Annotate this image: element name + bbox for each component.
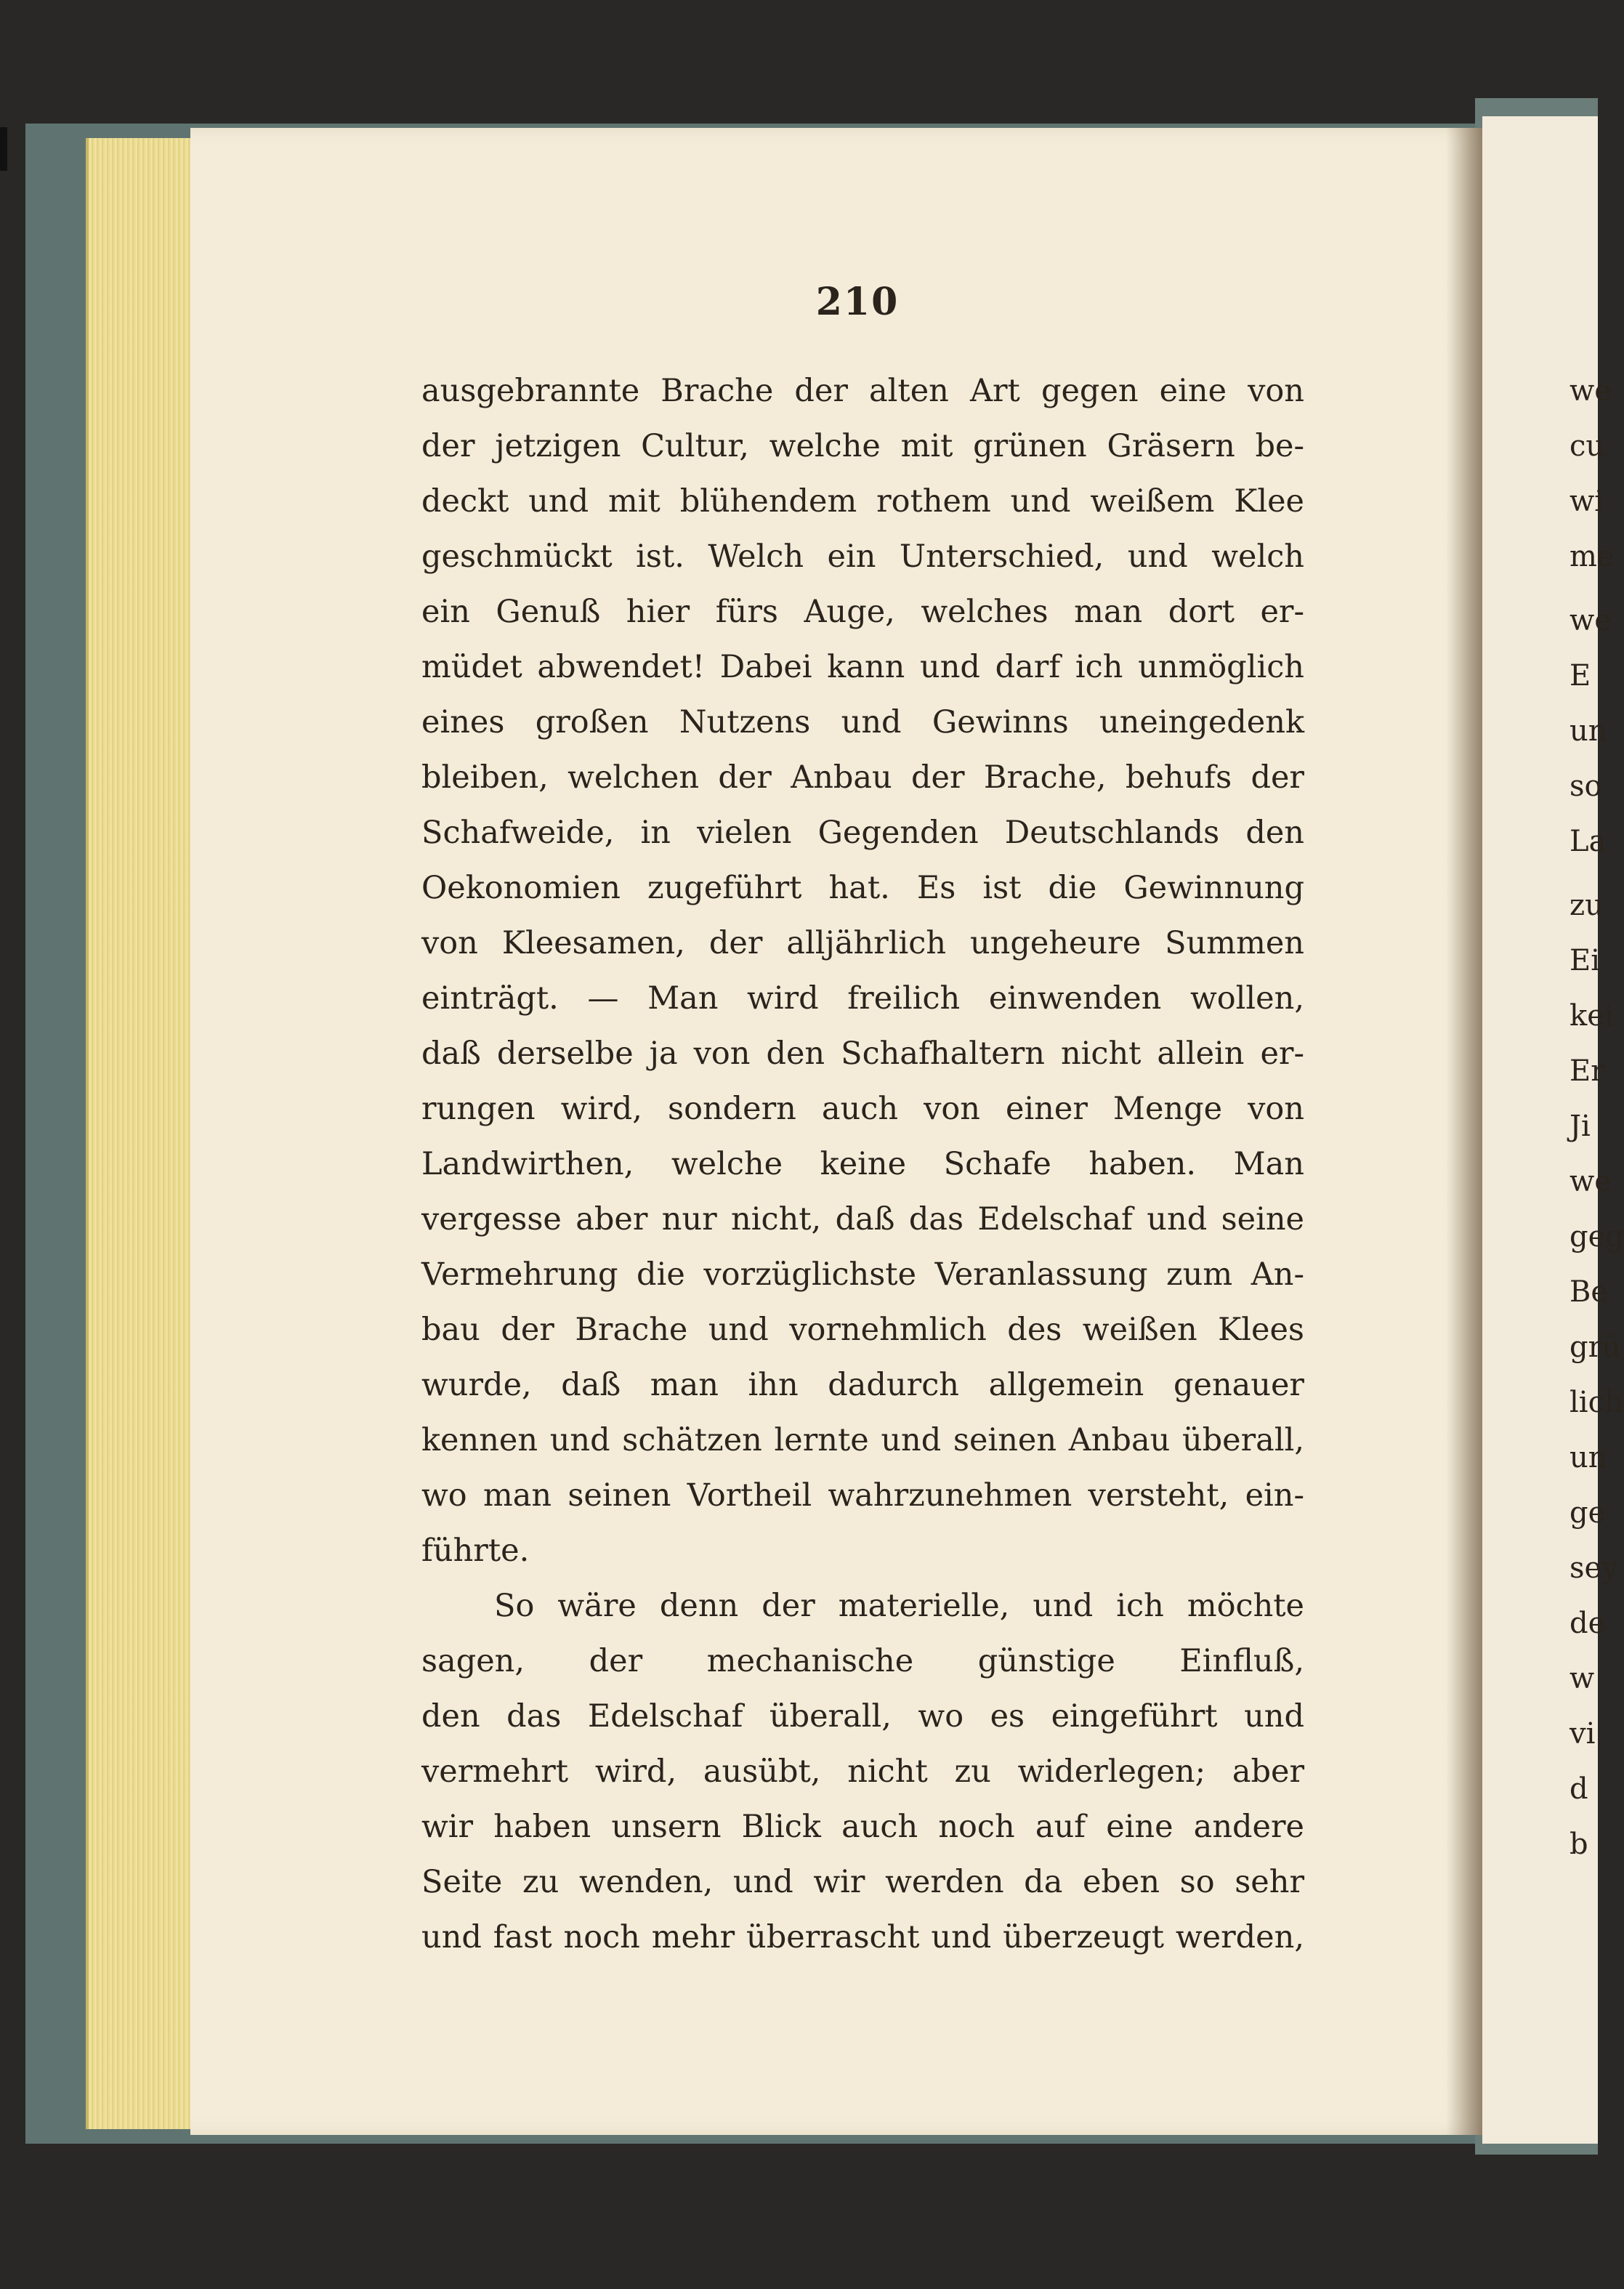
text-line: müdet abwendet! Dabei kann und darf ich unmöglich [421, 649, 1304, 685]
text-line: rungen wird, sondern auch von einer Menge von [421, 1091, 1304, 1127]
text-line: und fast noch mehr überrascht und überzeugt werden, [421, 1919, 1304, 1955]
text-line: Vermehrung die vorzüglichste Veranlassung zum An- [421, 1256, 1304, 1293]
facing-fragment: grü [1570, 1331, 1621, 1364]
text-line: führte. [421, 1533, 530, 1569]
text-line: wir haben unsern Blick auch noch auf eine andere [421, 1809, 1304, 1845]
facing-fragment: La [1570, 825, 1607, 858]
facing-fragment: cu [1570, 429, 1605, 463]
facing-fragment: Ji [1570, 1110, 1591, 1143]
text-line: vergesse aber nur nicht, daß das Edelschaf und seine [421, 1201, 1304, 1238]
facing-fragment: lich [1570, 1386, 1623, 1419]
facing-fragment: we [1570, 604, 1612, 637]
facing-fragment: vi [1570, 1717, 1596, 1751]
text-line: vermehrt wird, ausübt, nicht zu widerlegen; aber [421, 1753, 1304, 1790]
text-line: sagen, der mechanische günstige Einfluß, [421, 1643, 1304, 1679]
facing-fragment: so [1570, 770, 1602, 803]
body-text [421, 363, 1304, 1965]
facing-fragment: kei [1570, 999, 1614, 1033]
text-line: Landwirthen, welche keine Schafe haben. Man [421, 1146, 1304, 1182]
facing-fragment: b [1570, 1828, 1588, 1861]
facing-fragment: un [1570, 714, 1607, 748]
text-line: den das Edelschaf überall, wo es eingeführt und [421, 1698, 1304, 1735]
facing-page-text [1570, 363, 1624, 1872]
facing-fragment: Er [1570, 1054, 1605, 1088]
text-line: Seite zu wenden, und wir werden da eben so sehr [421, 1864, 1304, 1900]
text-line: bleiben, welchen der Anbau der Brache, behufs der [421, 759, 1304, 796]
page-edges [86, 138, 198, 2129]
text-line: Schafweide, in vielen Gegenden Deutschlands den [421, 815, 1304, 851]
facing-fragment: w [1570, 1662, 1595, 1695]
facing-fragment: geg [1570, 1220, 1624, 1254]
text-line: der jetzigen Cultur, welche mit grünen Gräsern be- [421, 428, 1304, 464]
text-line: Oekonomien zugeführt hat. Es ist die Gewinnung [421, 870, 1304, 906]
text-line: ausgebrannte Brache der alten Art gegen eine von [421, 373, 1304, 409]
text-line: wo man seinen Vortheil wahrzunehmen versteht, ein- [421, 1477, 1304, 1514]
text-line: deckt und mit blühendem rothem und weißem Klee [421, 483, 1304, 520]
text-line: bau der Brache und vornehmlich des weißen Klees [421, 1312, 1304, 1348]
facing-fragment: we [1570, 374, 1612, 408]
text-line: kennen und schätzen lernte und seinen Anbau überall, [421, 1422, 1304, 1458]
facing-fragment: we [1570, 1165, 1612, 1198]
page-number: 210 [815, 280, 900, 324]
text-line: eines großen Nutzens und Gewinns uneingedenk [421, 704, 1304, 740]
facing-fragment: wi [1570, 485, 1604, 518]
facing-fragment: zu [1570, 889, 1604, 922]
facing-fragment: E [1570, 659, 1591, 693]
facing-fragment: me [1570, 540, 1615, 573]
text-line: So wäre denn der materielle, und ich möchte [494, 1588, 1304, 1624]
facing-fragment: ge [1570, 1496, 1606, 1530]
facing-fragment: sey [1570, 1551, 1618, 1585]
scan-edge-mark [0, 127, 7, 171]
facing-fragment: Be [1570, 1275, 1609, 1309]
text-line: daß derselbe ja von den Schafhaltern nicht allein er- [421, 1036, 1304, 1072]
facing-fragment: d [1570, 1772, 1588, 1806]
text-line: ein Genuß hier fürs Auge, welches man dort er- [421, 594, 1304, 630]
text-line: geschmückt ist. Welch ein Unterschied, und welch [421, 538, 1304, 575]
facing-fragment: un [1570, 1441, 1607, 1474]
facing-fragment: Ei [1570, 944, 1600, 977]
facing-fragment: de [1570, 1607, 1606, 1640]
text-line: von Kleesamen, der alljährlich ungeheure Summen [421, 925, 1304, 961]
text-line: einträgt. — Man wird freilich einwenden wollen, [421, 980, 1304, 1017]
text-line: wurde, daß man ihn dadurch allgemein genauer [421, 1367, 1304, 1403]
